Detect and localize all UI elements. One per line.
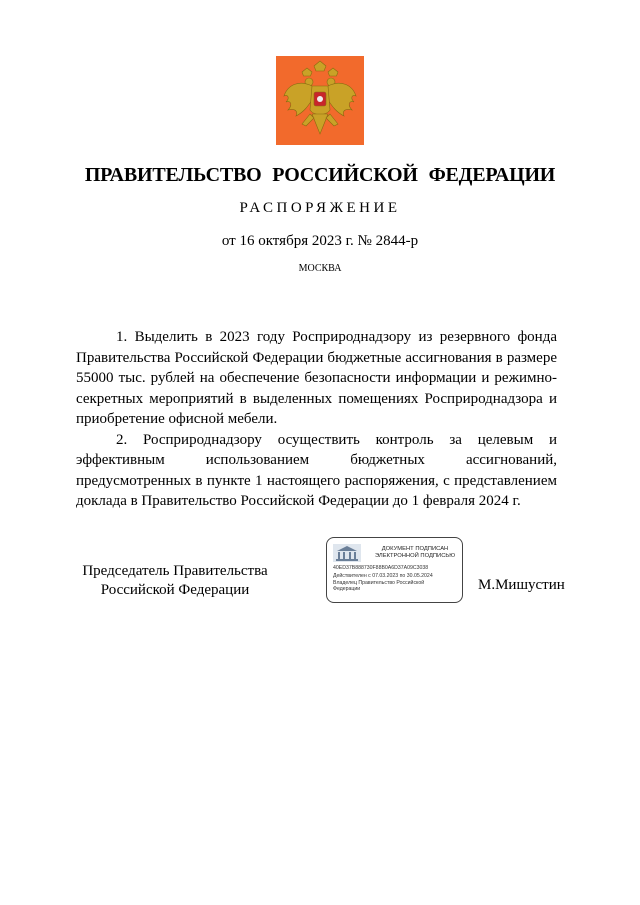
document-date-number: от 16 октября 2023 г. № 2844-р	[221, 233, 419, 249]
stamp-owner-line-2: Федерации	[333, 586, 361, 592]
stamp-validity: Действителен с 07.03.2023 по 30.05.2024	[333, 573, 433, 579]
electronic-signature-stamp	[326, 537, 463, 603]
document-body	[76, 327, 557, 512]
signer-line-1: Председатель Правительства	[82, 563, 268, 579]
document-type: РАСПОРЯЖЕНИЕ	[239, 200, 401, 216]
signer-line-2: Российской Федерации	[100, 582, 250, 598]
paragraph-1: 1. Выделить в 2023 году Росприроднадзору из резервного фонда Правительства Российской Федерации бюджетные ассигнования в размере 55000 тыс. рублей на обеспечение безопасности информации и режимно-секретных мероприятий в выделенных помещениях Росприроднадзора и приобретение офисной мебели.	[76, 329, 557, 427]
government-building-icon	[333, 544, 361, 562]
stamp-serial: 40ED37B888730F88B0A6D37A09C3038	[333, 565, 429, 571]
government-title: ПРАВИТЕЛЬСТВО РОССИЙСКОЙ ФЕДЕРАЦИИ	[84, 164, 556, 186]
paragraph-2: 2. Росприроднадзору осуществить контроль за целевым и эффективным использованием бюджетных ассигнований, предусмотренных в пункте 1 настоящего распоряжения, с представлением доклада в Правительство Российской Федерации до 1 февраля 2024 г.	[76, 431, 557, 509]
coat-of-arms-emblem	[276, 56, 364, 145]
signer-name: М.Мишустин	[478, 577, 565, 593]
document-city: МОСКВА	[298, 263, 342, 274]
signer-position	[80, 562, 270, 600]
stamp-owner-line-1: Владелец Правительство Российской	[333, 580, 425, 586]
stamp-title: ДОКУМЕНТ ПОДПИСАН ЭЛЕКТРОННОЙ ПОДПИСЬЮ	[374, 546, 456, 559]
